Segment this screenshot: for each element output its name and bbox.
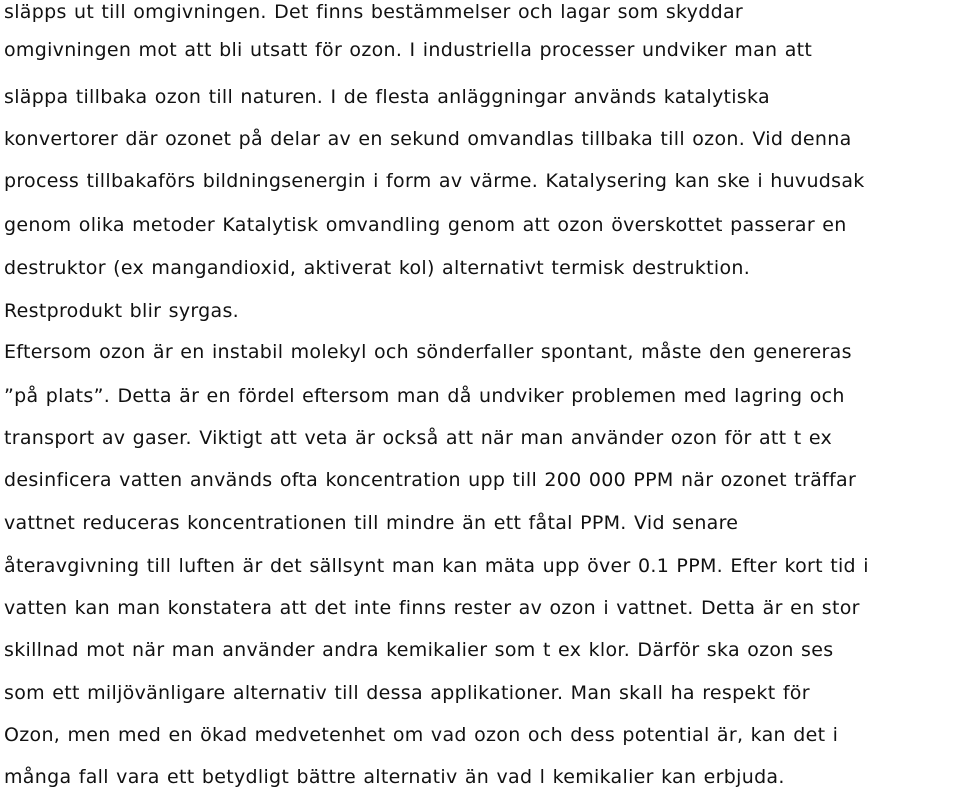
text-line: vattnet reduceras koncentrationen till mindre än ett fåtal PPM. Vid senare xyxy=(4,512,739,534)
text-line: ”på plats”. Detta är en fördel eftersom man då undviker problemen med lagring och xyxy=(4,385,845,407)
text-line: skillnad mot när man använder andra kemikalier som t ex klor. Därför ska ozon ses xyxy=(4,639,834,661)
text-line: process tillbakaförs bildningsenergin i form av värme. Katalysering kan ske i huvudsak xyxy=(4,170,865,192)
text-line: transport av gaser. Viktigt att veta är också att när man använder ozon för att t ex xyxy=(4,427,833,449)
text-line: Restprodukt blir syrgas. xyxy=(4,300,239,322)
text-line: många fall vara ett betydligt bättre alternativ än vad l kemikalier kan erbjuda. xyxy=(4,766,785,788)
text-line: omgivningen mot att bli utsatt för ozon. I industriella processer undviker man att xyxy=(4,39,813,61)
text-line: destruktor (ex mangandioxid, aktiverat kol) alternativt termisk destruktion. xyxy=(4,257,751,279)
text-line: vatten kan man konstatera att det inte finns rester av ozon i vattnet. Detta är en stor xyxy=(4,597,860,619)
text-line: Eftersom ozon är en instabil molekyl och sönderfaller spontant, måste den genereras xyxy=(4,341,852,363)
text-line: Ozon, men med en ökad medvetenhet om vad ozon och dess potential är, kan det i xyxy=(4,724,839,746)
text-line: genom olika metoder Katalytisk omvandling genom att ozon överskottet passerar en xyxy=(4,214,847,236)
text-line: som ett miljövänligare alternativ till dessa applikationer. Man skall ha respekt för xyxy=(4,682,810,704)
text-line: släppa tillbaka ozon till naturen. I de flesta anläggningar används katalytiska xyxy=(4,86,770,108)
text-line: desinficera vatten används ofta koncentration upp till 200 000 PPM när ozonet träffar xyxy=(4,469,857,491)
text-line: släpps ut till omgivningen. Det finns bestämmelser och lagar som skyddar xyxy=(4,1,743,23)
text-line: konvertorer där ozonet på delar av en sekund omvandlas tillbaka till ozon. Vid denna xyxy=(4,128,852,150)
text-line: återavgivning till luften är det sällsynt man kan mäta upp över 0.1 PPM. Efter kort tid i xyxy=(4,555,869,577)
